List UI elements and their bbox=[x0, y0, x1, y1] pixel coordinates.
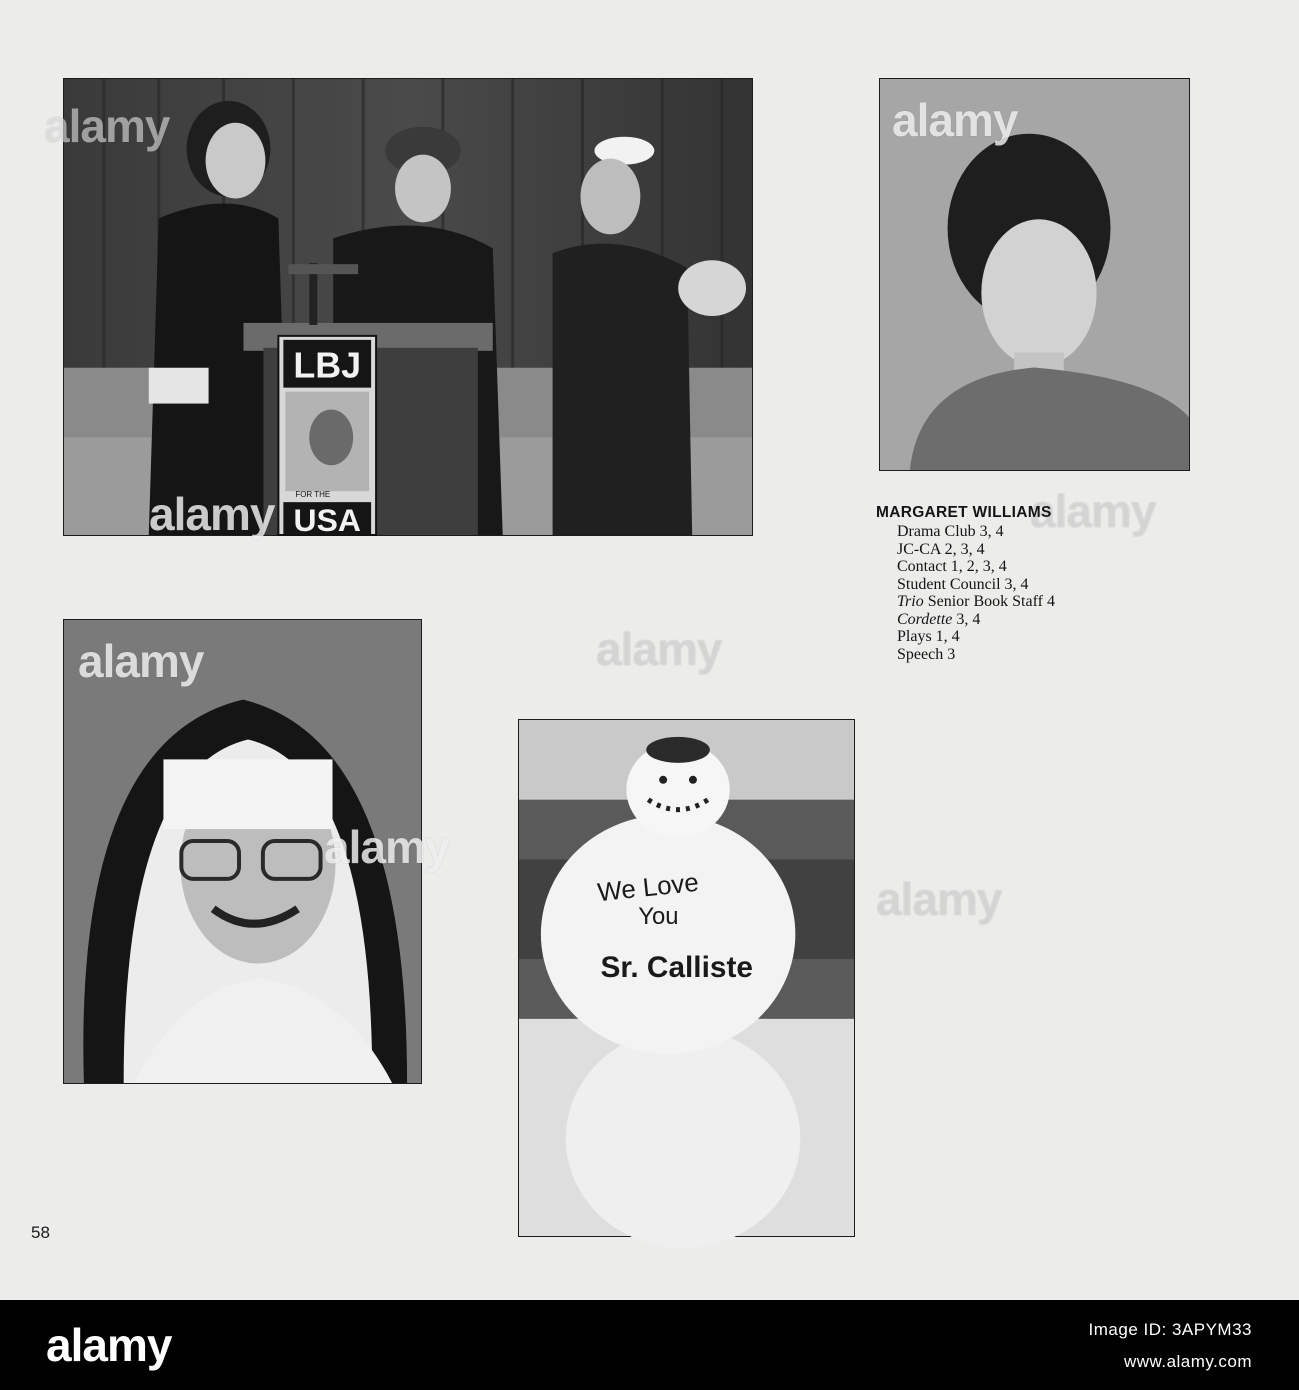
watermark: alamy bbox=[78, 635, 204, 687]
photo-lbj-podium bbox=[44, 78, 753, 540]
site-url: www.alamy.com bbox=[1123, 1352, 1252, 1371]
activity-item: Plays 1, 4 bbox=[897, 628, 960, 645]
snowman-line3: Sr. Calliste bbox=[600, 950, 753, 985]
snowman-line1: We Love bbox=[596, 868, 701, 908]
lbj-sign-bottom: USA bbox=[293, 502, 361, 539]
activity-item: Cordette 3, 4 bbox=[897, 610, 981, 628]
student-name: MARGARET WILLIAMS bbox=[876, 504, 1052, 521]
image-id: Image ID: 3APYM33 bbox=[1088, 1320, 1252, 1339]
snowman-line2: You bbox=[638, 903, 679, 931]
watermark: alamy bbox=[892, 94, 1018, 146]
activity-item: Drama Club 3, 4 bbox=[897, 523, 1004, 540]
snowman-scene bbox=[519, 720, 854, 1236]
activity-item: Trio Senior Book Staff 4 bbox=[897, 593, 1055, 610]
activity-item: Speech 3 bbox=[897, 645, 956, 663]
student-caption bbox=[876, 504, 1055, 663]
activity-item: JC-CA 2, 3, 4 bbox=[897, 540, 985, 558]
alamy-logo: alamy bbox=[46, 1319, 172, 1371]
page-number: 58 bbox=[31, 1223, 50, 1242]
watermark: alamy bbox=[324, 821, 450, 873]
photo-sister bbox=[63, 619, 450, 1084]
activities-list bbox=[876, 523, 1055, 663]
lbj-sign-subtext: FOR THE bbox=[295, 490, 331, 500]
watermark: alamy bbox=[44, 100, 170, 152]
lbj-sign-text: LBJ bbox=[293, 345, 362, 386]
activity-item: Contact 1, 2, 3, 4 bbox=[897, 558, 1007, 575]
photo-snowman bbox=[518, 719, 855, 1237]
watermark: alamy bbox=[876, 873, 1002, 925]
stock-footer bbox=[0, 1300, 1299, 1390]
watermark: alamy bbox=[1030, 485, 1156, 537]
activity-item: Student Council 3, 4 bbox=[897, 575, 1029, 593]
watermark: alamy bbox=[596, 623, 722, 675]
watermark: alamy bbox=[149, 488, 275, 540]
